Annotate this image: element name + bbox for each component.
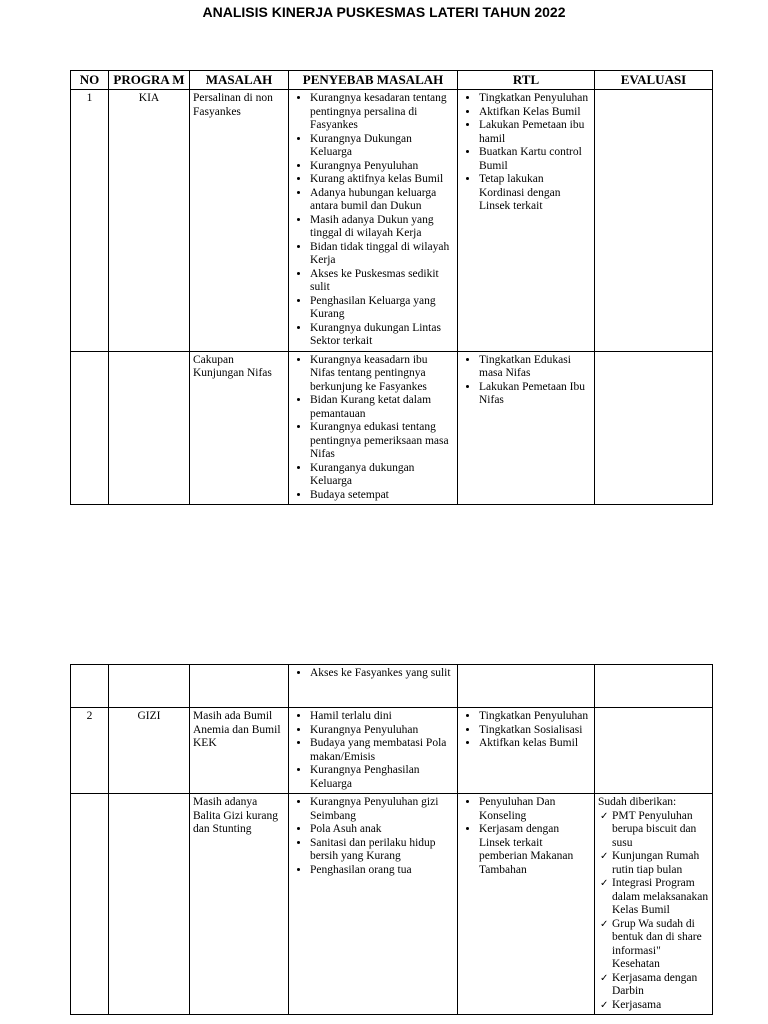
list-item: • Kurangnya keasadarn ibu Nifas tentang pentingnya berkunjung ke Fasyankes: [310, 354, 454, 395]
table-row: [71, 665, 713, 708]
list-item: ✓ Kerjasama: [612, 999, 709, 1013]
table-header-row: [71, 71, 713, 90]
list-item: • Kuranganya dukungan Keluarga: [310, 462, 454, 489]
list-item: • Akses ke Puskesmas sedikit sulit: [310, 268, 454, 295]
cell-no: 1: [71, 90, 109, 352]
list-item: ✓ Integrasi Program dalam melaksanakan Kelas Bumil: [612, 877, 709, 918]
cell-program: GIZI: [109, 708, 190, 794]
list-item: • Kurangnya dukungan Lintas Sektor terkait: [310, 322, 454, 349]
cell-rtl: [458, 794, 595, 1015]
cell-penyebab: [289, 708, 458, 794]
list-item: • Buatkan Kartu control Bumil: [479, 146, 591, 173]
cell-evaluasi: [595, 665, 713, 708]
list-item: • Aktifkan kelas Bumil: [479, 737, 591, 751]
list-item: • Penghasilan Keluarga yang Kurang: [310, 295, 454, 322]
cell-penyebab: [289, 665, 458, 708]
cell-evaluasi: [595, 90, 713, 352]
list-item: • Lakukan Pemetaan Ibu Nifas: [479, 381, 591, 408]
list-item: • Pola Asuh anak: [310, 823, 454, 837]
list-item: • Tetap lakukan Kordinasi dengan Linsek terkait: [479, 173, 591, 214]
header-evaluasi: EVALUASI: [595, 71, 713, 90]
list-item: • Kurangnya kesadaran tentang pentingnya persalina di Fasyankes: [310, 92, 454, 133]
cell-rtl: [458, 351, 595, 505]
header-masalah: MASALAH: [190, 71, 289, 90]
cell-masalah: Masih ada Bumil Anemia dan Bumil KEK: [190, 708, 289, 794]
header-penyebab: PENYEBAB MASALAH: [289, 71, 458, 90]
list-item: • Budaya yang membatasi Pola makan/Emisis: [310, 737, 454, 764]
analysis-table-part-1: [70, 70, 713, 505]
table-row: [71, 90, 713, 352]
list-item: • Kurangnya Penyuluhan gizi Seimbang: [310, 796, 454, 823]
cell-penyebab: [289, 90, 458, 352]
cell-rtl: [458, 708, 595, 794]
cell-masalah: Masih adanya Balita Gizi kurang dan Stunting: [190, 794, 289, 1015]
cell-evaluasi: [595, 794, 713, 1015]
cell-no: [71, 351, 109, 505]
cell-rtl: [458, 665, 595, 708]
cell-penyebab: [289, 351, 458, 505]
list-item: ✓ Kunjungan Rumah rutin tiap bulan: [612, 850, 709, 877]
list-item: • Kurangnya Penghasilan Keluarga: [310, 764, 454, 791]
cell-program: [109, 351, 190, 505]
cell-program: [109, 665, 190, 708]
cell-evaluasi: [595, 708, 713, 794]
cell-no: [71, 794, 109, 1015]
list-item: • Tingkatkan Penyuluhan: [479, 710, 591, 724]
cell-no: 2: [71, 708, 109, 794]
cell-no: [71, 665, 109, 708]
list-item: ✓ Kerjasama dengan Darbin: [612, 972, 709, 999]
list-item: • Bidan Kurang ketat dalam pemantauan: [310, 394, 454, 421]
table-row: [71, 794, 713, 1015]
document-title: ANALISIS KINERJA PUSKESMAS LATERI TAHUN 2022: [202, 4, 566, 20]
cell-penyebab: [289, 794, 458, 1015]
table-row: [71, 708, 713, 794]
list-item: ✓ Grup Wa sudah di bentuk dan di share informasi" Kesehatan: [612, 918, 709, 972]
list-item: • Sanitasi dan perilaku hidup bersih yang Kurang: [310, 837, 454, 864]
list-item: • Penghasilan orang tua: [310, 864, 454, 878]
cell-program: [109, 794, 190, 1015]
list-item: • Aktifkan Kelas Bumil: [479, 106, 591, 120]
list-item: • Tingkatkan Sosialisasi: [479, 724, 591, 738]
table-row: [71, 351, 713, 505]
list-item: • Kerjasam dengan Linsek terkait pemberian Makanan Tambahan: [479, 823, 591, 877]
header-rtl: RTL: [458, 71, 595, 90]
cell-masalah: [190, 665, 289, 708]
list-item: • Kurang aktifnya kelas Bumil: [310, 173, 454, 187]
list-item: • Adanya hubungan keluarga antara bumil dan Dukun: [310, 187, 454, 214]
list-item: • Kurangnya Dukungan Keluarga: [310, 133, 454, 160]
list-item: • Budaya setempat: [310, 489, 454, 503]
evaluasi-intro: Sudah diberikan:: [598, 796, 677, 808]
list-item: • Hamil terlalu dini: [310, 710, 454, 724]
cell-rtl: [458, 90, 595, 352]
cell-program: KIA: [109, 90, 190, 352]
list-item: • Tingkatkan Penyuluhan: [479, 92, 591, 106]
list-item: ✓ PMT Penyuluhan berupa biscuit dan susu: [612, 810, 709, 851]
list-item: • Penyuluhan Dan Konseling: [479, 796, 591, 823]
list-item: • Kurangnya edukasi tentang pentingnya pemeriksaan masa Nifas: [310, 421, 454, 462]
list-item: • Akses ke Fasyankes yang sulit: [310, 667, 454, 681]
header-program: PROGRA M: [109, 71, 190, 90]
cell-masalah: Cakupan Kunjungan Nifas: [190, 351, 289, 505]
list-item: • Lakukan Pemetaan ibu hamil: [479, 119, 591, 146]
analysis-table-part-2: [70, 664, 713, 1015]
list-item: • Kurangnya Penyuluhan: [310, 724, 454, 738]
header-no: NO: [71, 71, 109, 90]
list-item: • Masih adanya Dukun yang tinggal di wilayah Kerja: [310, 214, 454, 241]
cell-evaluasi: [595, 351, 713, 505]
cell-masalah: Persalinan di non Fasyankes: [190, 90, 289, 352]
list-item: • Kurangnya Penyuluhan: [310, 160, 454, 174]
list-item: • Tingkatkan Edukasi masa Nifas: [479, 354, 591, 381]
list-item: • Bidan tidak tinggal di wilayah Kerja: [310, 241, 454, 268]
